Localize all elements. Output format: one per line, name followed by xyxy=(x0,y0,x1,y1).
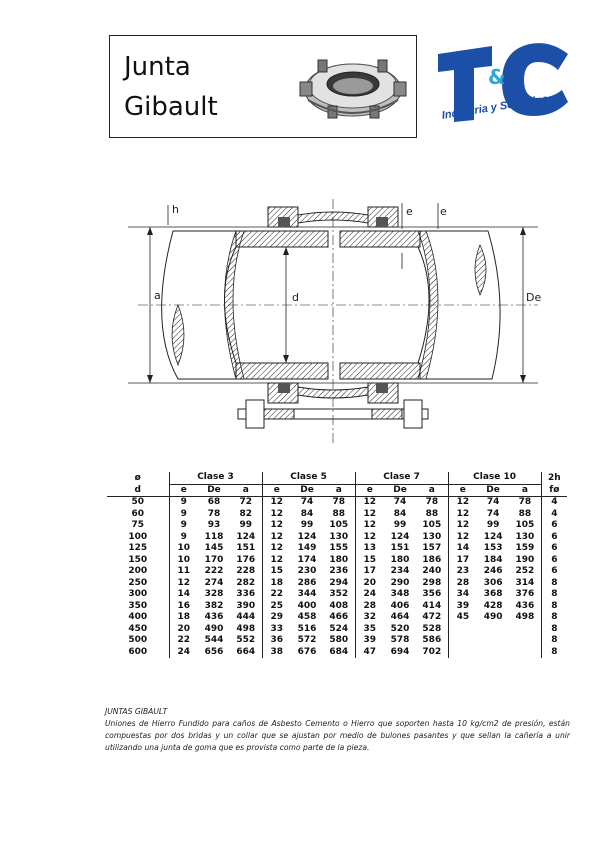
table-cell: 664 xyxy=(236,646,256,657)
table-cell: 286 xyxy=(297,577,317,588)
table-cell: 130 xyxy=(422,531,442,542)
table-cell: 22 xyxy=(262,589,291,601)
title-box xyxy=(109,35,417,138)
table-cell: 8 xyxy=(541,647,567,659)
table-cell: 184 xyxy=(483,554,503,565)
label-e1: e xyxy=(406,205,413,218)
table-cell: 28 xyxy=(355,601,384,613)
table-cell: 552 xyxy=(236,635,256,646)
table-cell: 516 xyxy=(297,623,317,634)
table-cell: 88 xyxy=(332,508,346,519)
table-cell: 9 xyxy=(169,509,198,521)
table-cell: 99 xyxy=(300,520,314,531)
table-row xyxy=(107,497,567,509)
table-cell: 344 xyxy=(297,589,317,600)
table-cell: 84 xyxy=(300,508,314,519)
table-cell: 72 xyxy=(239,497,253,508)
table-cell: 9 xyxy=(169,497,198,509)
page-title-line-1: Junta xyxy=(124,52,191,82)
table-cell: 8 xyxy=(541,635,567,647)
table-cell: 12 xyxy=(262,532,291,544)
dimensions-table xyxy=(107,472,567,658)
subheader-a: a xyxy=(509,484,541,497)
table-cell: 34 xyxy=(448,589,477,601)
table-cell: 12 xyxy=(448,520,477,532)
table-cell-diameter: 100 xyxy=(128,531,148,542)
table-cell-diameter: 200 xyxy=(128,566,148,577)
dimensions-table-wrap xyxy=(107,472,561,658)
table-cell: 12 xyxy=(262,543,291,555)
table-cell: 10 xyxy=(169,555,198,567)
table-cell: 222 xyxy=(204,566,224,577)
table-cell: 234 xyxy=(390,566,410,577)
table-cell: 528 xyxy=(422,623,442,634)
label-e2: e xyxy=(440,205,447,218)
table-cell: 406 xyxy=(390,600,410,611)
table-cell: 352 xyxy=(329,589,349,600)
table-row xyxy=(107,601,567,613)
table-cell: 368 xyxy=(483,589,503,600)
table-cell: 12 xyxy=(355,520,384,532)
table-cell: 6 xyxy=(541,543,567,555)
subheader-De: De xyxy=(384,484,416,497)
table-cell: 498 xyxy=(515,612,535,623)
table-cell: 466 xyxy=(329,612,349,623)
table-cell: 252 xyxy=(515,566,535,577)
table-cell: 176 xyxy=(236,554,256,565)
table-cell: 12 xyxy=(262,497,291,509)
subheader-a: a xyxy=(323,484,355,497)
table-cell: 12 xyxy=(448,497,477,509)
table-cell: 74 xyxy=(393,497,407,508)
table-cell xyxy=(448,624,477,636)
table-cell: 306 xyxy=(483,577,503,588)
table-cell-diameter: 125 xyxy=(128,543,148,554)
table-cell: 12 xyxy=(262,520,291,532)
table-row xyxy=(107,566,567,578)
table-cell: 436 xyxy=(515,600,535,611)
table-cell: 6 xyxy=(541,532,567,544)
subheader-a: a xyxy=(230,484,262,497)
table-cell: 464 xyxy=(390,612,410,623)
table-cell: 246 xyxy=(483,566,503,577)
table-cell: 9 xyxy=(169,520,198,532)
table-row xyxy=(107,589,567,601)
table-cell: 22 xyxy=(169,635,198,647)
table-cell-diameter: 75 xyxy=(131,520,145,531)
table-row xyxy=(107,647,567,659)
table-cell: 490 xyxy=(204,623,224,634)
table-cell: 580 xyxy=(329,635,349,646)
table-cell: 78 xyxy=(207,508,221,519)
table-cell: 490 xyxy=(483,612,503,623)
table-cell: 6 xyxy=(541,520,567,532)
table-cell: 99 xyxy=(393,520,407,531)
table-cell: 153 xyxy=(483,543,503,554)
table-cell: 20 xyxy=(355,578,384,590)
table-cell: 428 xyxy=(483,600,503,611)
table-cell: 12 xyxy=(355,509,384,521)
table-cell: 10 xyxy=(169,543,198,555)
table-cell: 145 xyxy=(204,543,224,554)
tyc-logo xyxy=(430,32,576,142)
table-cell: 14 xyxy=(448,543,477,555)
table-row xyxy=(107,578,567,590)
table-cell: 8 xyxy=(541,589,567,601)
table-cell: 12 xyxy=(262,509,291,521)
table-cell: 294 xyxy=(329,577,349,588)
table-cell: 572 xyxy=(297,635,317,646)
table-cell: 382 xyxy=(204,600,224,611)
table-cell: 130 xyxy=(329,531,349,542)
table-cell: 170 xyxy=(204,554,224,565)
table-cell: 78 xyxy=(518,497,532,508)
table-cell: 328 xyxy=(204,589,224,600)
table-cell: 28 xyxy=(448,578,477,590)
table-cell: 39 xyxy=(355,635,384,647)
table-cell: 520 xyxy=(390,623,410,634)
table-cell: 336 xyxy=(236,589,256,600)
table-cell: 29 xyxy=(262,612,291,624)
table-cell-diameter: 600 xyxy=(128,646,148,657)
table-cell-diameter: 400 xyxy=(128,612,148,623)
table-cell: 33 xyxy=(262,624,291,636)
table-cell: 35 xyxy=(355,624,384,636)
table-row xyxy=(107,612,567,624)
table-cell xyxy=(477,635,509,647)
table-cell: 78 xyxy=(332,497,346,508)
table-cell: 155 xyxy=(329,543,349,554)
table-cell: 15 xyxy=(355,555,384,567)
subheader-e: e xyxy=(262,484,291,497)
table-row xyxy=(107,509,567,521)
table-cell: 74 xyxy=(300,497,314,508)
table-cell: 17 xyxy=(355,566,384,578)
table-cell-diameter: 300 xyxy=(128,589,148,600)
table-cell: 436 xyxy=(204,612,224,623)
subheader-e: e xyxy=(169,484,198,497)
table-cell: 4 xyxy=(541,509,567,521)
notes xyxy=(105,706,570,754)
table-cell: 240 xyxy=(422,566,442,577)
table-cell: 74 xyxy=(486,497,500,508)
subheader-De: De xyxy=(291,484,323,497)
table-cell: 25 xyxy=(262,601,291,613)
table-cell xyxy=(477,647,509,659)
table-cell: 105 xyxy=(515,520,535,531)
table-cell: 12 xyxy=(448,509,477,521)
table-cell: 544 xyxy=(204,635,224,646)
label-h: h xyxy=(172,203,179,216)
table-cell: 124 xyxy=(297,531,317,542)
table-row xyxy=(107,624,567,636)
table-cell: 190 xyxy=(515,554,535,565)
table-cell: 414 xyxy=(422,600,442,611)
table-cell: 8 xyxy=(541,612,567,624)
table-cell: 4 xyxy=(541,497,567,509)
subheader-e: e xyxy=(448,484,477,497)
table-cell: 45 xyxy=(448,612,477,624)
table-cell: 472 xyxy=(422,612,442,623)
table-cell: 6 xyxy=(541,566,567,578)
table-cell: 124 xyxy=(483,531,503,542)
table-cell: 444 xyxy=(236,612,256,623)
gibault-joint-drawing xyxy=(118,195,558,455)
table-cell: 180 xyxy=(329,554,349,565)
logo-tagline: Industria y Servicios xyxy=(441,93,550,122)
header-corner-bottom: d xyxy=(107,484,169,497)
table-cell: 8 xyxy=(541,578,567,590)
table-cell: 524 xyxy=(329,623,349,634)
table-cell: 17 xyxy=(448,555,477,567)
table-cell: 6 xyxy=(541,555,567,567)
table-cell: 13 xyxy=(355,543,384,555)
table-row xyxy=(107,532,567,544)
header-clase-5: Clase 5 xyxy=(262,472,355,484)
table-cell: 586 xyxy=(422,635,442,646)
table-cell: 228 xyxy=(236,566,256,577)
table-cell: 151 xyxy=(236,543,256,554)
table-cell-diameter: 150 xyxy=(128,554,148,565)
table-cell: 282 xyxy=(236,577,256,588)
table-cell: 149 xyxy=(297,543,317,554)
table-cell xyxy=(509,624,541,636)
table-cell: 14 xyxy=(169,589,198,601)
table-cell: 36 xyxy=(262,635,291,647)
table-cell: 20 xyxy=(169,624,198,636)
table-cell: 348 xyxy=(390,589,410,600)
table-cell: 290 xyxy=(390,577,410,588)
header-clase-10: Clase 10 xyxy=(448,472,541,484)
notes-heading: JUNTAS GIBAULT xyxy=(105,707,168,716)
table-cell-diameter: 500 xyxy=(128,635,148,646)
table-cell xyxy=(448,647,477,659)
table-cell: 390 xyxy=(236,600,256,611)
table-cell: 376 xyxy=(515,589,535,600)
table-cell: 82 xyxy=(239,508,253,519)
table-cell: 84 xyxy=(393,508,407,519)
svg-text:&: & xyxy=(488,65,506,89)
table-cell-diameter: 450 xyxy=(128,623,148,634)
table-cell-diameter: 350 xyxy=(128,600,148,611)
table-cell: 159 xyxy=(515,543,535,554)
table-cell: 47 xyxy=(355,647,384,659)
table-cell: 93 xyxy=(207,520,221,531)
subheader-De: De xyxy=(198,484,230,497)
table-cell xyxy=(509,647,541,659)
table-cell: 16 xyxy=(169,601,198,613)
table-cell: 186 xyxy=(422,554,442,565)
table-cell: 274 xyxy=(204,577,224,588)
table-cell: 24 xyxy=(355,589,384,601)
table-cell xyxy=(477,624,509,636)
table-cell: 314 xyxy=(515,577,535,588)
notes-body: Uniones de Hierro Fundido para caños de Asbesto Cemento o Hierro que soporten hasta 10 kg/cm2 de presión, están compuestas por dos bridas y un collar que se ajustan por medio de bulones pasantes y que sellan la cañería a unir utilizando una junta de goma que es provista como parte de la pieza. xyxy=(105,719,570,752)
table-cell: 32 xyxy=(355,612,384,624)
header-2h: 2h xyxy=(541,472,567,484)
header-clase-3: Clase 3 xyxy=(169,472,262,484)
header-clase-7: Clase 7 xyxy=(355,472,448,484)
table-cell: 74 xyxy=(486,508,500,519)
table-cell: 68 xyxy=(207,497,221,508)
table-cell: 151 xyxy=(390,543,410,554)
table-cell xyxy=(448,635,477,647)
label-De: De xyxy=(526,291,542,304)
table-cell: 180 xyxy=(390,554,410,565)
label-d: d xyxy=(292,291,299,304)
table-row xyxy=(107,555,567,567)
table-cell: 105 xyxy=(329,520,349,531)
dimensions-table-body xyxy=(107,497,567,659)
table-cell: 676 xyxy=(297,646,317,657)
table-cell: 12 xyxy=(448,532,477,544)
table-cell xyxy=(509,635,541,647)
table-cell-diameter: 250 xyxy=(128,577,148,588)
table-cell: 118 xyxy=(204,531,224,542)
table-row xyxy=(107,520,567,532)
table-cell: 105 xyxy=(422,520,442,531)
table-cell: 578 xyxy=(390,635,410,646)
table-cell: 157 xyxy=(422,543,442,554)
table-cell: 12 xyxy=(262,555,291,567)
table-cell: 23 xyxy=(448,566,477,578)
table-cell: 8 xyxy=(541,624,567,636)
table-cell-diameter: 60 xyxy=(131,508,145,519)
label-a: a xyxy=(154,289,161,302)
table-cell: 298 xyxy=(422,577,442,588)
subheader-e: e xyxy=(355,484,384,497)
table-cell: 694 xyxy=(390,646,410,657)
table-cell: 12 xyxy=(355,497,384,509)
table-row xyxy=(107,543,567,555)
table-cell: 124 xyxy=(390,531,410,542)
table-cell: 24 xyxy=(169,647,198,659)
table-cell: 38 xyxy=(262,647,291,659)
table-cell: 18 xyxy=(169,612,198,624)
table-cell: 15 xyxy=(262,566,291,578)
table-cell: 684 xyxy=(329,646,349,657)
table-cell: 99 xyxy=(486,520,500,531)
table-cell-diameter: 50 xyxy=(131,497,145,508)
table-cell: 9 xyxy=(169,532,198,544)
table-cell: 12 xyxy=(355,532,384,544)
subheader-De: De xyxy=(477,484,509,497)
table-cell: 11 xyxy=(169,566,198,578)
table-cell: 88 xyxy=(425,508,439,519)
table-cell: 236 xyxy=(329,566,349,577)
table-cell: 174 xyxy=(297,554,317,565)
table-cell: 400 xyxy=(297,600,317,611)
table-cell: 12 xyxy=(169,578,198,590)
subheader-f: fø xyxy=(541,484,567,497)
table-cell: 458 xyxy=(297,612,317,623)
table-cell: 356 xyxy=(422,589,442,600)
table-cell: 124 xyxy=(236,531,256,542)
gibault-coupling-image xyxy=(298,42,408,132)
table-cell: 99 xyxy=(239,520,253,531)
table-cell: 230 xyxy=(297,566,317,577)
table-cell: 702 xyxy=(422,646,442,657)
table-cell: 39 xyxy=(448,601,477,613)
subheader-a: a xyxy=(416,484,448,497)
table-row xyxy=(107,635,567,647)
page-title-line-2: Gibault xyxy=(124,92,218,122)
table-cell: 130 xyxy=(515,531,535,542)
table-cell: 656 xyxy=(204,646,224,657)
table-cell: 8 xyxy=(541,601,567,613)
header-corner-top: ø xyxy=(134,472,141,483)
table-cell: 78 xyxy=(425,497,439,508)
table-cell: 88 xyxy=(518,508,532,519)
table-cell: 408 xyxy=(329,600,349,611)
table-cell: 18 xyxy=(262,578,291,590)
table-cell: 498 xyxy=(236,623,256,634)
